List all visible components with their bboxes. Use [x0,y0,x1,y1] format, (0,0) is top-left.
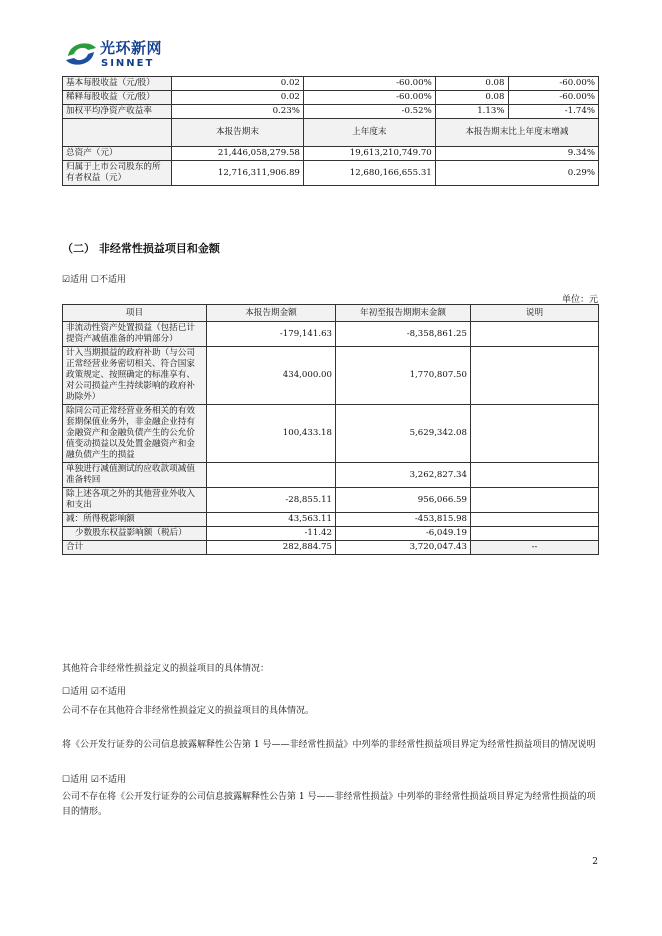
cell: -1.74% [508,105,599,119]
ytd-cell: -8,358,861.25 [336,322,471,347]
header-cell: 说明 [471,305,599,322]
note-cell [471,405,599,463]
applicability-status: ☑适用 ☐不适用 [62,275,126,285]
ytd-cell: 3,720,047.43 [336,541,471,555]
cell: 21,446,058,279.58 [172,147,304,161]
table-row [63,488,599,513]
unit-label: 单位：元 [561,295,598,305]
row-label: 稀释每股收益（元/股） [63,91,172,105]
cell: -60.00% [303,77,435,91]
cell: -60.00% [303,91,435,105]
logo-name: 光环新网 [100,39,163,57]
item-cell: 单独进行减值测试的应收款项减值准备转回 [63,463,207,488]
table-row [63,322,599,347]
item-cell: 计入当期损益的政府补助（与公司正常经营业务密切相关、符合国家政策规定、按照确定的标准享有、对公司损益产生持续影响的政府补助除外） [63,347,207,405]
current-cell: -11.42 [207,527,336,541]
table-row [63,91,599,105]
ytd-cell: -6,049.19 [336,527,471,541]
item-cell: 合计 [63,541,207,555]
table-row [63,463,599,488]
item-cell: 少数股东权益影响额（税后） [63,527,207,541]
cell: 0.29% [435,161,598,186]
ytd-cell: 3,262,827.34 [336,463,471,488]
section-title: （二） 非经常性损益项目和金额 [62,242,220,255]
empty-cell [63,119,172,147]
table-row [63,347,599,405]
ytd-cell: 5,629,342.08 [336,405,471,463]
cell: 0.02 [172,91,304,105]
applicability-status: ☐适用 ☑不适用 [62,775,126,785]
row-label: 基本每股收益（元/股） [63,77,172,91]
note-cell: -- [471,541,599,555]
cell: 1.13% [435,105,508,119]
ytd-cell: -453,815.98 [336,513,471,527]
item-cell: 非流动性资产处置损益（包括已计提资产减值准备的冲销部分） [63,322,207,347]
current-cell: -179,141.63 [207,322,336,347]
cell: 0.02 [172,77,304,91]
cell: -60.00% [508,77,599,91]
table-row [63,105,599,119]
row-label: 归属于上市公司股东的所有者权益（元） [63,161,172,186]
cell: 12,680,166,655.31 [303,161,435,186]
current-cell: -28,855.11 [207,488,336,513]
table-row [63,77,599,91]
subheader-cell: 本报告期末 [172,119,304,147]
header-cell: 项目 [63,305,207,322]
cell: 0.08 [435,77,508,91]
current-cell: 100,433.18 [207,405,336,463]
item-cell: 除上述各项之外的其他营业外收入和支出 [63,488,207,513]
table-row [63,405,599,463]
header-cell: 本报告期金额 [207,305,336,322]
note-cell [471,488,599,513]
table-header [63,305,599,322]
note-cell [471,513,599,527]
cell: -0.52% [303,105,435,119]
table-row [63,147,599,161]
note-cell [471,347,599,405]
paragraph: 其他符合非经常性损益定义的损益项目的具体情况： [62,664,270,674]
cell: 12,716,311,906.89 [172,161,304,186]
note-cell [471,463,599,488]
note-cell [471,527,599,541]
paragraph: 公司不存在将《公开发行证券的公司信息披露解释性公告第 1 号——非经常性损益》中列举的非经常性损益项目界定为经常性损益的项目的情形。 [62,792,596,817]
paragraph: 公司不存在其他符合非经常性损益定义的损益项目的具体情况。 [62,706,315,716]
page-number: 2 [592,857,598,867]
ytd-cell: 1,770,807.50 [336,347,471,405]
paragraph: 将《公开发行证券的公司信息披露解释性公告第 1 号——非经常性损益》中列举的非经常性损益项目界定为经常性损益项目的情况说明 [62,740,596,750]
current-cell: 282,884.75 [207,541,336,555]
subheader-cell: 本报告期末比上年度末增减 [435,119,598,147]
table-subheader [63,119,599,147]
subheader-cell: 上年度末 [303,119,435,147]
logo-sub: SINNET [101,58,155,69]
table-row [63,527,599,541]
cell: 0.08 [435,91,508,105]
current-cell [207,463,336,488]
cell: -60.00% [508,91,599,105]
table-total-row [63,541,599,555]
current-cell: 434,000.00 [207,347,336,405]
key-indicators-table [62,76,599,186]
item-cell: 减：所得税影响额 [63,513,207,527]
row-label: 总资产（元） [63,147,172,161]
applicability-status: ☐适用 ☑不适用 [62,687,126,697]
header-cell: 年初至报告期期末金额 [336,305,471,322]
note-cell [471,322,599,347]
cell: 0.23% [172,105,304,119]
table-row [63,161,599,186]
current-cell: 43,563.11 [207,513,336,527]
cell: 9.34% [435,147,598,161]
item-cell: 除同公司正常经营业务相关的有效套期保值业务外，非金融企业持有金融资产和金融负债产生的公允价值变动损益以及处置金融资产和金融负债产生的损益 [63,405,207,463]
non-recurring-table [62,304,599,555]
ytd-cell: 956,066.59 [336,488,471,513]
cell: 19,613,210,749.70 [303,147,435,161]
row-label: 加权平均净资产收益率 [63,105,172,119]
table-row [63,513,599,527]
